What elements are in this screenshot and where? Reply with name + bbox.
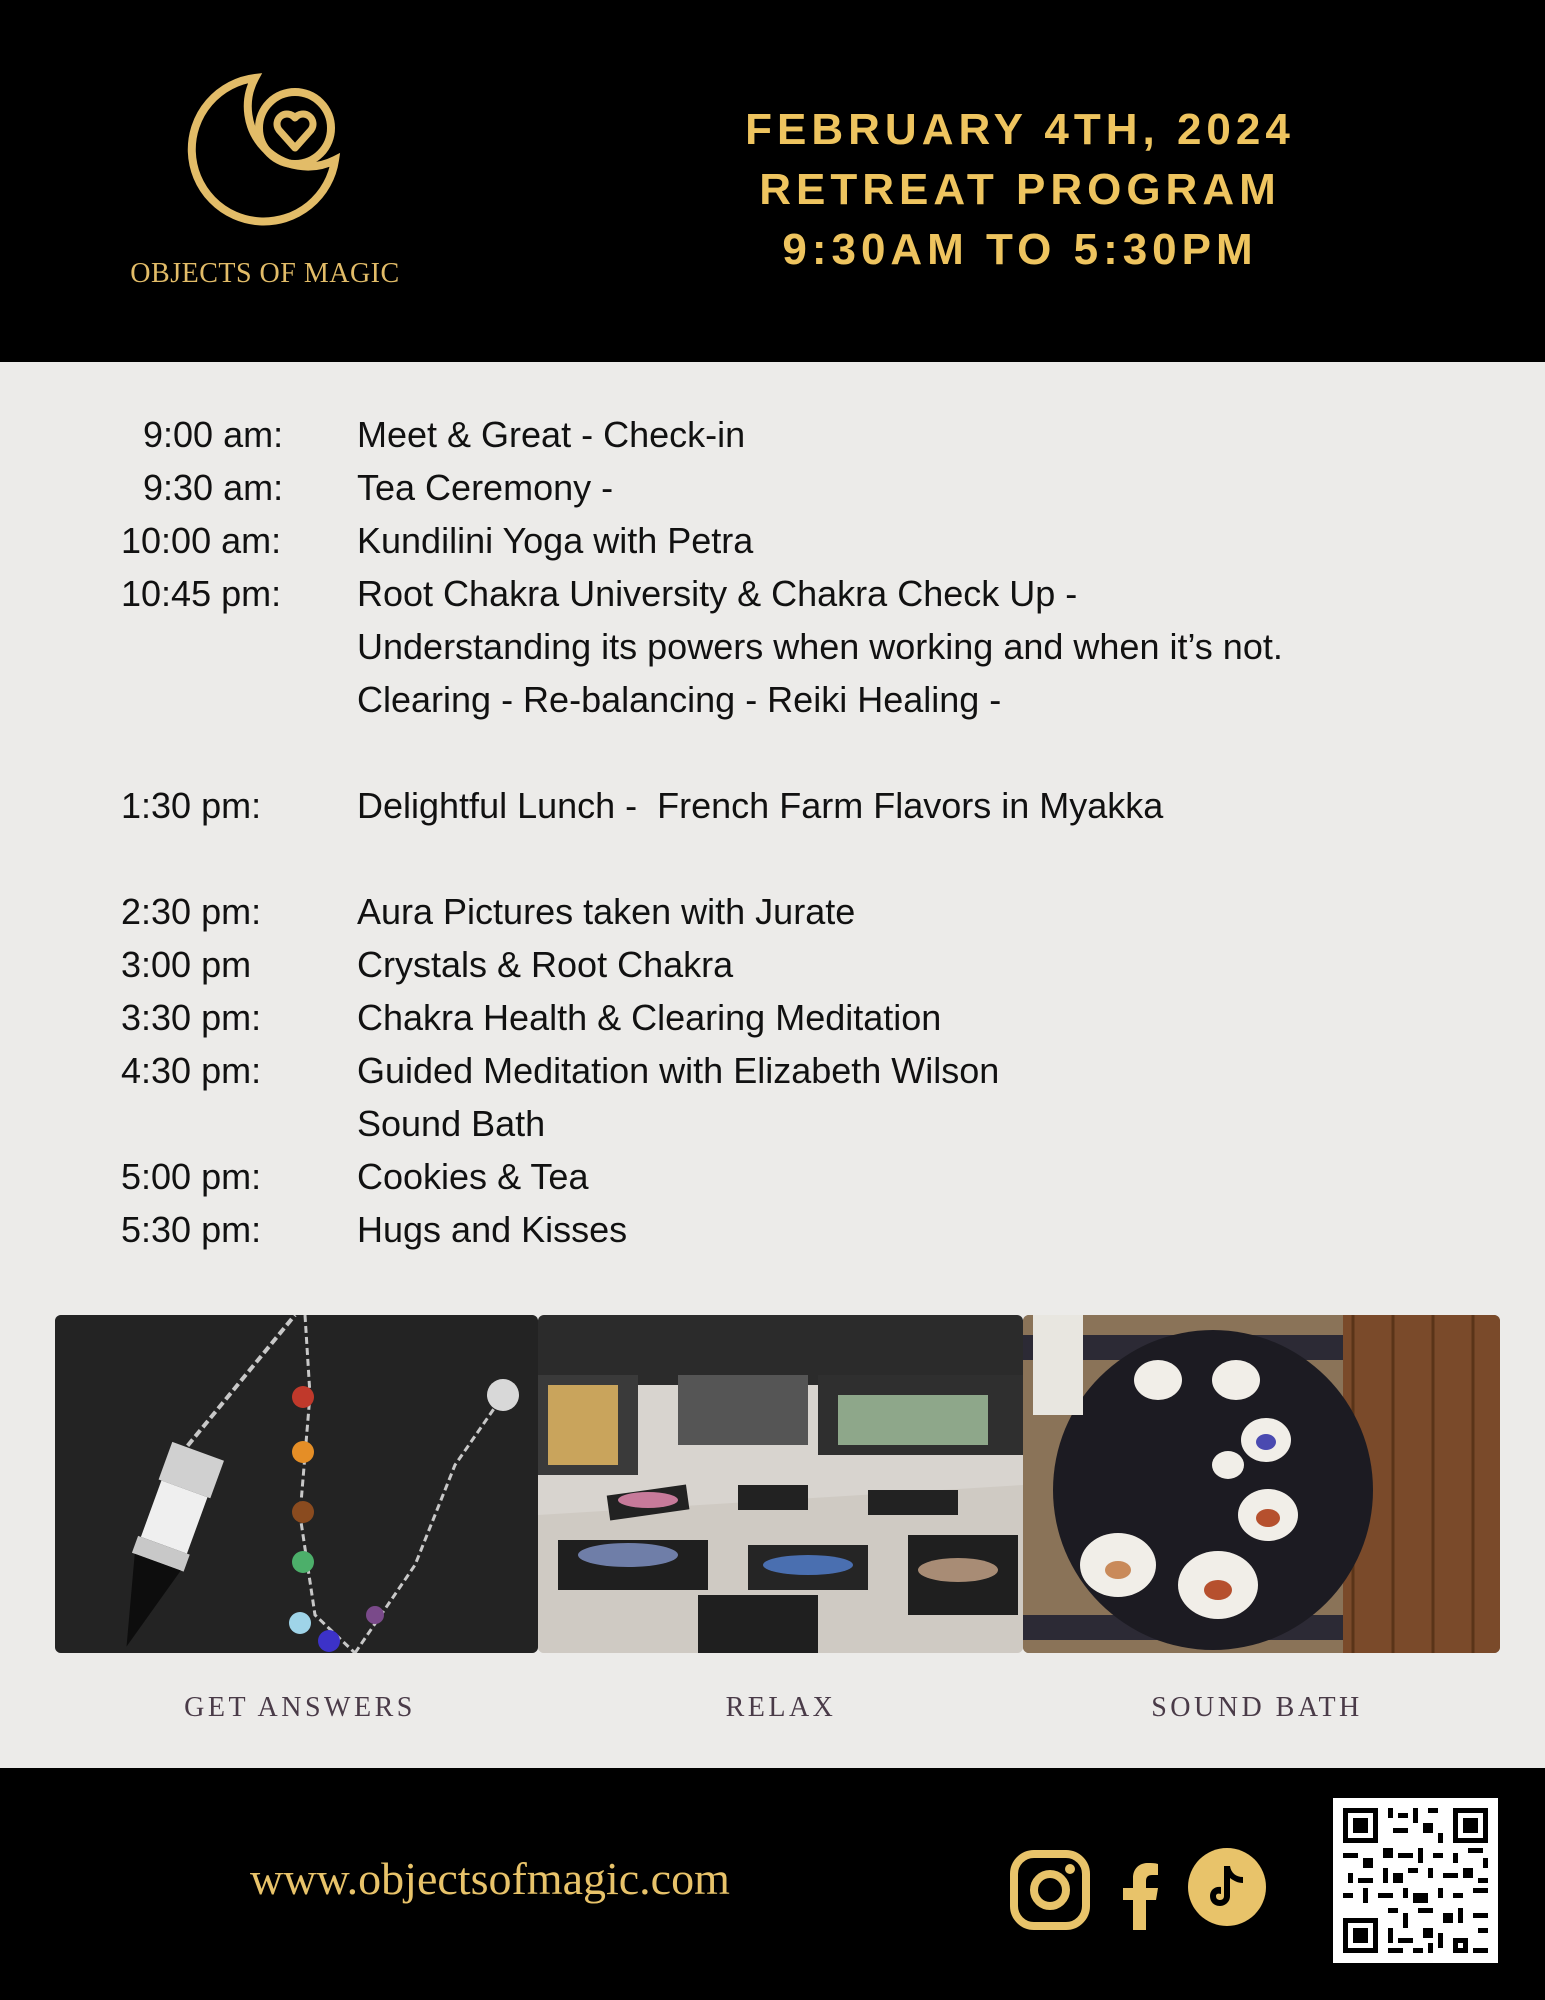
event-hours: 9:30AM TO 5:30PM [782,225,1258,274]
schedule-time: 2:30 pm: [121,891,262,932]
schedule-activity: Delightful Lunch - French Farm Flavors in Myakka [357,785,1164,826]
moon-heart-logo-icon [185,70,345,235]
caption-sound-bath: SOUND BATH [1151,1692,1363,1723]
schedule-activity: Understanding its powers when working and when it’s not. [357,626,1283,667]
schedule-activity: Guided Meditation with Elizabeth Wilson [357,1050,1000,1091]
schedule-activity: Cookies & Tea [357,1156,589,1197]
caption-relax: RELAX [725,1692,837,1723]
schedule-row [0,626,1545,679]
yoga-studio-photo [538,1315,1023,1653]
schedule-time: 3:30 pm: [121,997,262,1038]
header [0,0,1545,362]
brand-name: OBJECTS OF MAGIC [130,258,400,289]
schedule-time: 4:30 pm: [121,1050,262,1091]
schedule-row [0,414,1545,467]
schedule-time: 9:00 am: [143,414,284,455]
schedule-row [0,573,1545,626]
schedule-time: 5:30 pm: [121,1209,262,1250]
instagram-icon[interactable] [1010,1850,1090,1930]
schedule-row [0,944,1545,997]
tiktok-icon[interactable] [1188,1848,1266,1926]
photo-strip [55,1315,1500,1653]
schedule-row [0,520,1545,573]
footer [0,1768,1545,2000]
schedule-row [0,1050,1545,1103]
schedule-activity: Tea Ceremony - [357,467,614,508]
schedule-time: 3:00 pm [121,944,252,985]
schedule-time: 1:30 pm: [121,785,262,826]
schedule-row [0,891,1545,944]
schedule-row [0,1156,1545,1209]
facebook-icon[interactable] [1120,1862,1160,1930]
schedule-row [0,1209,1545,1262]
event-date: FEBRUARY 4TH, 2024 [745,105,1295,154]
sound-bath-photo [1023,1315,1500,1653]
schedule-activity: Sound Bath [357,1103,546,1144]
schedule-row [0,785,1545,838]
schedule-activity: Clearing - Re-balancing - Reiki Healing - [357,679,1002,720]
schedule-time: 5:00 pm: [121,1156,262,1197]
schedule-activity: Crystals & Root Chakra [357,944,734,985]
pendulum-photo [55,1315,538,1653]
qr-code [1333,1798,1498,1963]
website-link[interactable]: www.objectsofmagic.com [250,1853,730,1904]
schedule-time: 10:45 pm: [121,573,282,614]
schedule-row [0,679,1545,732]
event-subtitle: RETREAT PROGRAM [759,165,1281,214]
schedule-activity: Meet & Great - Check-in [357,414,746,455]
schedule-row [0,997,1545,1050]
schedule-row [0,467,1545,520]
event-title [700,100,1340,280]
schedule-activity: Hugs and Kisses [357,1209,628,1250]
schedule-activity: Root Chakra University & Chakra Check Up - [357,573,1078,614]
schedule-activity: Kundilini Yoga with Petra [357,520,754,561]
schedule-activity: Chakra Health & Clearing Meditation [357,997,942,1038]
caption-get-answers: GET ANSWERS [184,1692,416,1723]
schedule-row [0,1103,1545,1156]
schedule-time: 10:00 am: [121,520,282,561]
schedule-activity: Aura Pictures taken with Jurate [357,891,856,932]
schedule-time: 9:30 am: [143,467,284,508]
